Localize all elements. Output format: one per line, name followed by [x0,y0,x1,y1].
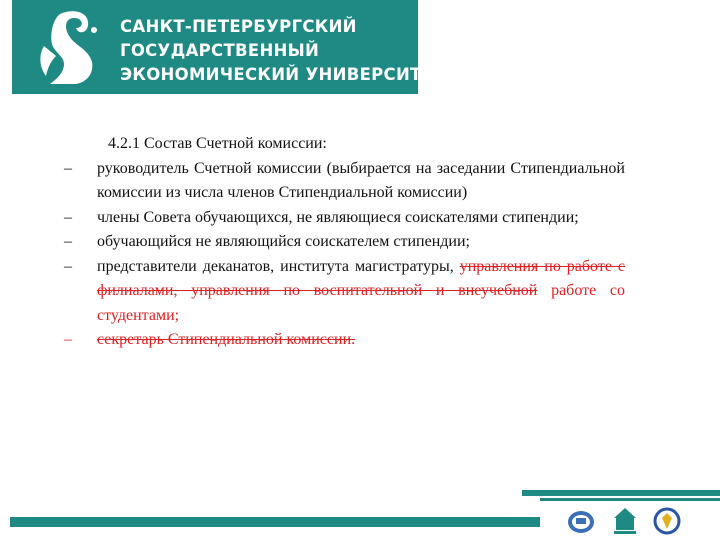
list-item-text: представители деканатов, института магистратуры, [97,257,460,275]
list-item-text: руководитель Счетной комиссии (выбирается на заседании Стипендиальной комиссии из числа членов Стипендиальной комиссии) [97,159,625,201]
list-dash: – [64,257,72,275]
list-item [64,206,625,231]
footer-accent-bar [522,490,720,496]
deleted-text: управления по работе с филиалами, управления по воспитательной и внеучебной [97,257,625,299]
list-item [64,328,625,353]
list-dash: – [64,233,72,250]
university-name-line: ГОСУДАРСТВЕННЫЙ [120,41,320,60]
building-emblem-icon [610,504,640,536]
university-name [120,15,445,87]
list-dash: – [64,208,72,226]
list-item-text: обучающийся не являющийся соискателем стипендии; [97,233,470,250]
list-item [64,230,625,255]
list-dash: – [64,331,72,348]
list-item [64,255,625,329]
university-name-line: САНКТ-ПЕТЕРБУРГСКИЙ [120,17,357,36]
university-name-line: ЭКОНОМИЧЕСКИЙ УНИВЕРСИТЕТ [120,65,445,84]
footer-accent-line [540,498,720,501]
list-dash: – [64,159,72,177]
university-seal-icon [566,504,596,536]
footer-bar [10,517,540,527]
crest-icon [652,504,682,536]
commission-composition [64,132,625,353]
list-item-text: члены Совета обучающихся, не являющиеся соискателями стипендии; [97,208,579,226]
list-item [64,157,625,206]
deleted-text: секретарь Стипендиальной комиссии. [97,331,356,348]
griffin-logo-icon [30,6,114,90]
header-band [12,0,445,94]
inserted-text: работе со студентами; [97,282,625,324]
section-title: 4.2.1 Состав Счетной комиссии: [108,135,327,152]
